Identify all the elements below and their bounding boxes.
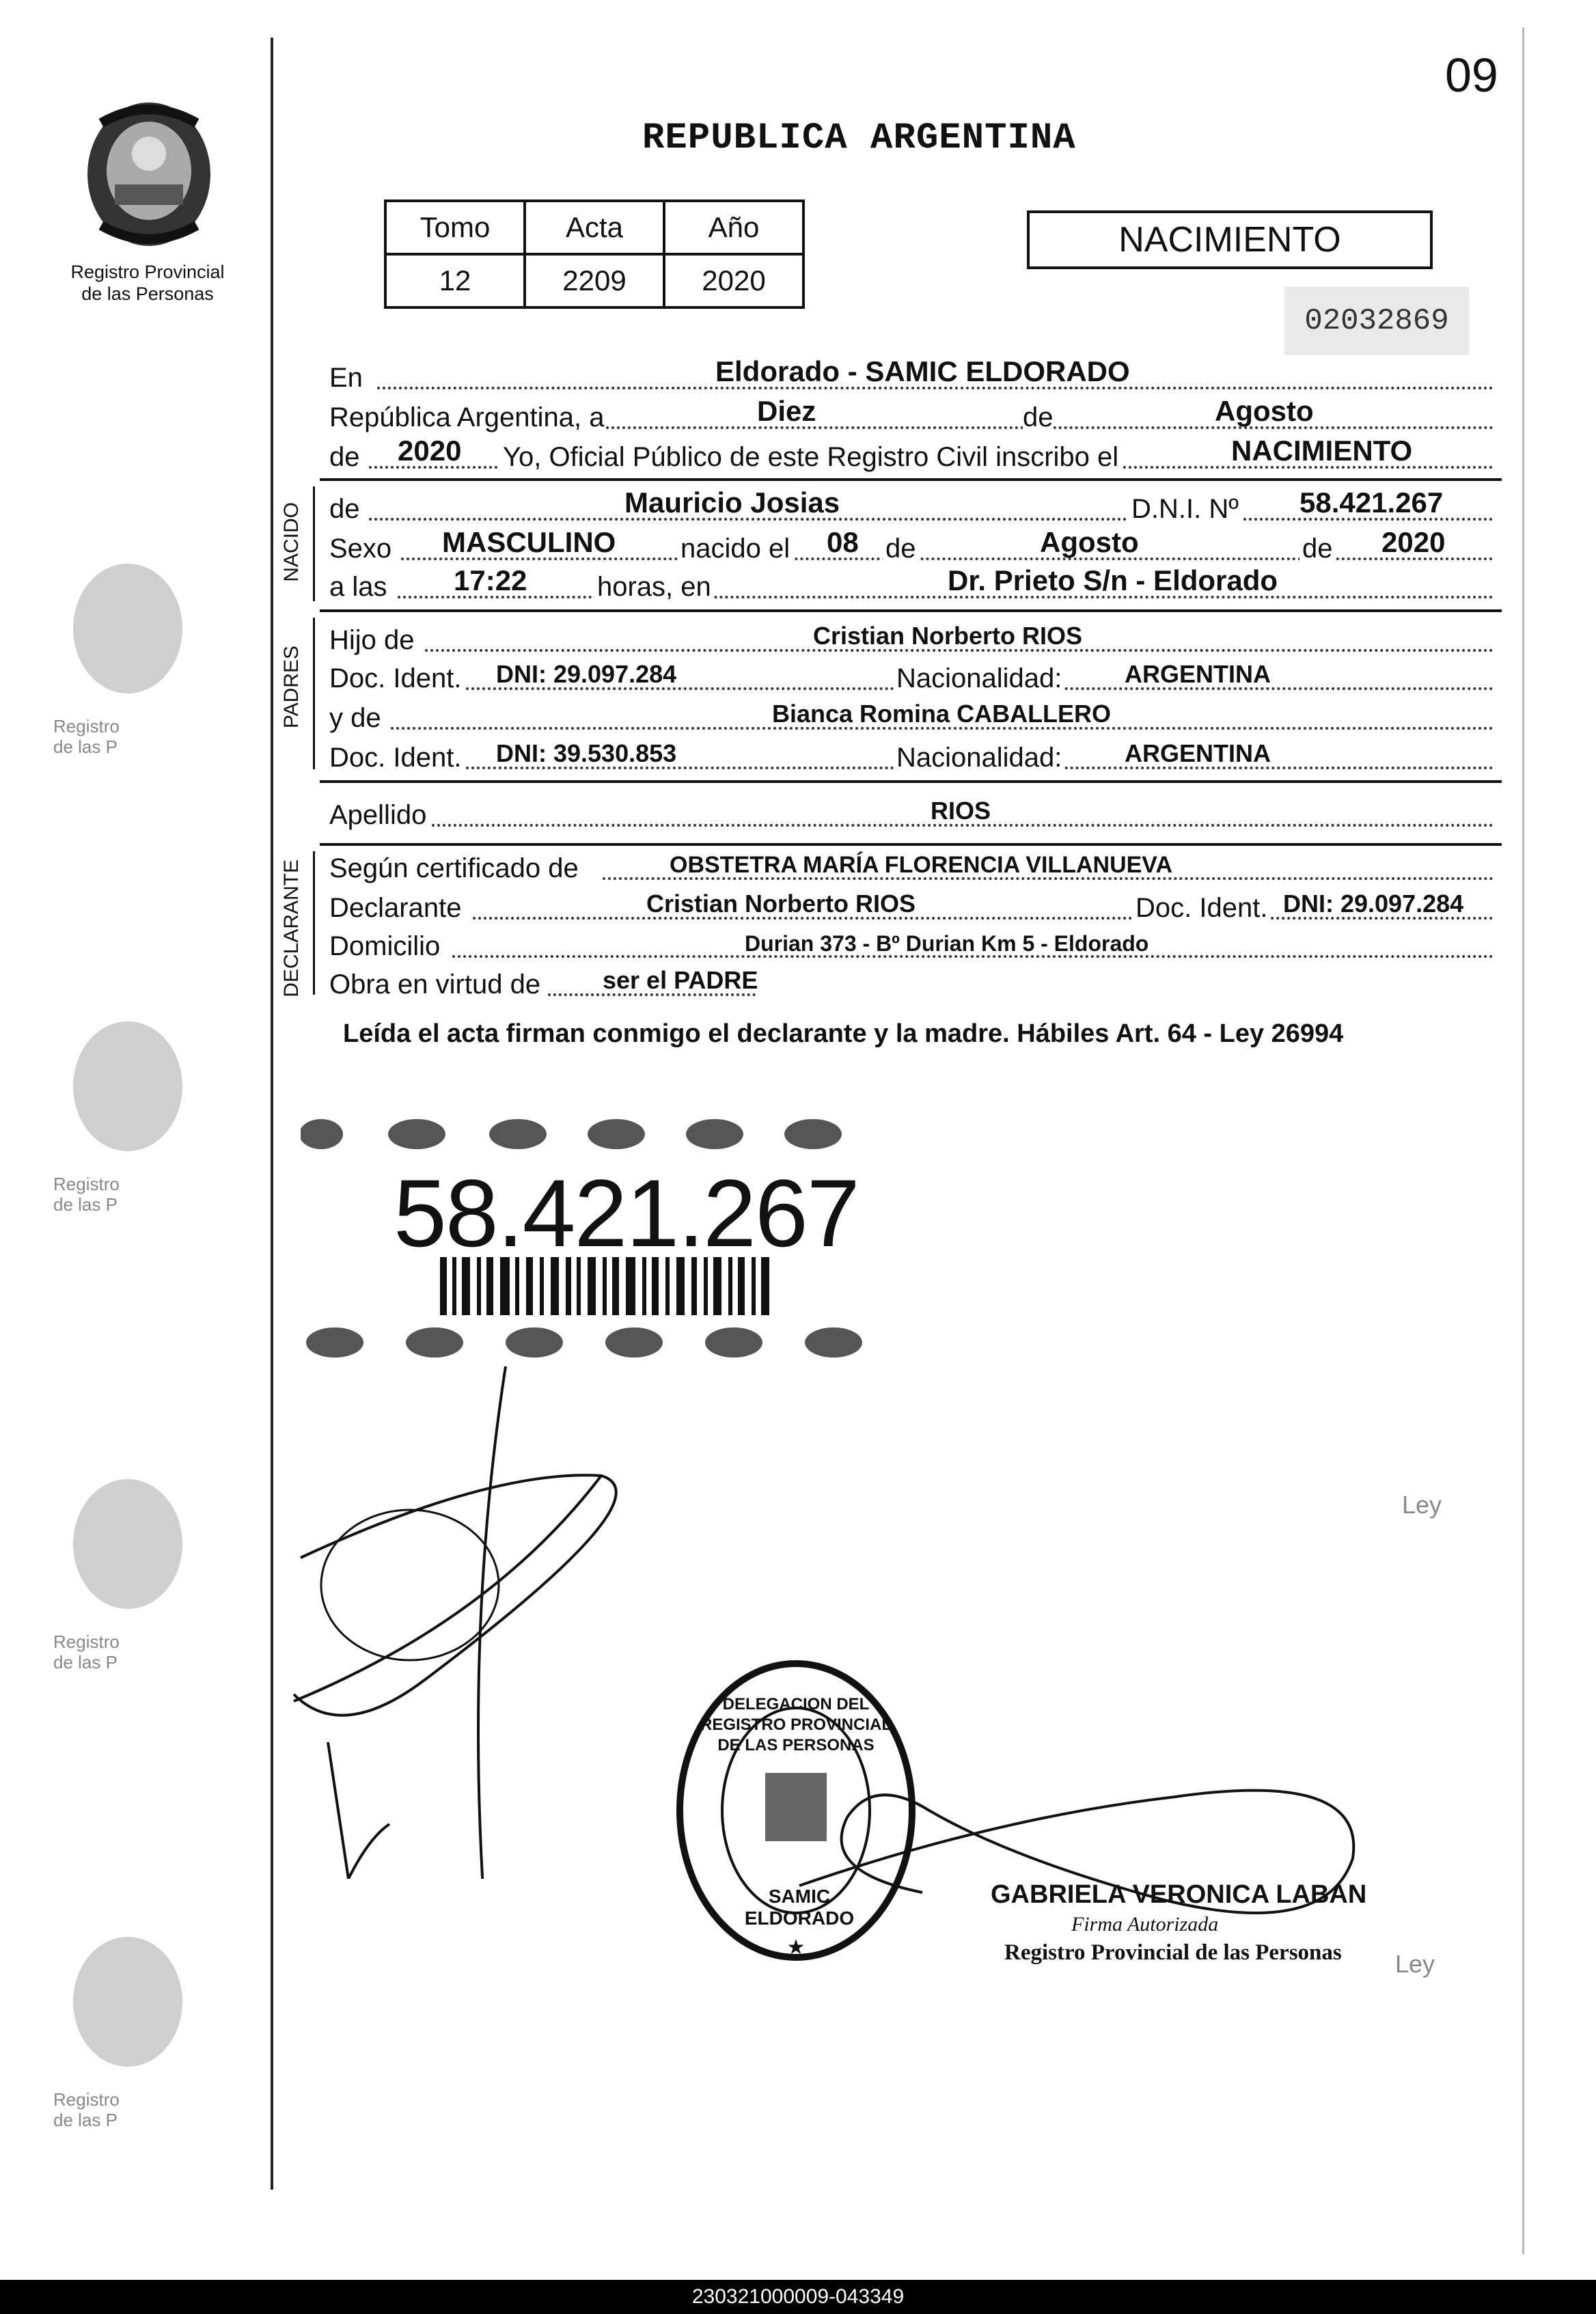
row-republica: República Argentina, a Diez de Agosto bbox=[329, 395, 1494, 436]
right-edge-line bbox=[1522, 27, 1524, 2255]
row-father-doc: Doc. Ident. DNI: 29.097.284 Nacionalidad: ARGENTINA bbox=[329, 656, 1494, 697]
year-value: 2020 bbox=[398, 435, 462, 467]
father-doc-value: DNI: 29.097.284 bbox=[496, 660, 677, 688]
page-number: 09 bbox=[1445, 49, 1498, 102]
section-divider-1 bbox=[320, 478, 1502, 481]
stamp-star-icon: ★ bbox=[786, 1936, 806, 1959]
record-table bbox=[384, 199, 805, 309]
declarant-signature bbox=[287, 1360, 697, 1879]
birth-day-value: 08 bbox=[827, 526, 859, 558]
table-value-tomo: 12 bbox=[385, 254, 525, 307]
mother-name-value: Bianca Romina CABALLERO bbox=[772, 700, 1112, 728]
section-label-padres: PADRES bbox=[280, 646, 303, 729]
birth-place-value: Dr. Prieto S/n - Eldorado bbox=[948, 564, 1278, 596]
row-statement: de 2020 Yo, Oficial Público de este Registro Civil inscribo el NACIMIENTO bbox=[329, 435, 1494, 476]
capacity-value: ser el PADRE bbox=[603, 966, 758, 994]
certificate-value: OBSTETRA MARÍA FLORENCIA VILLANUEVA bbox=[670, 852, 1173, 878]
declarant-value: Cristian Norberto RIOS bbox=[646, 890, 916, 918]
place-value: Eldorado - SAMIC ELDORADO bbox=[715, 355, 1130, 387]
father-name-value: Cristian Norberto RIOS bbox=[813, 622, 1083, 650]
birth-year-value: 2020 bbox=[1381, 526, 1446, 558]
ghost-caption-3: Registro de las P bbox=[53, 1631, 120, 1672]
official-office: Registro Provincial de las Personas bbox=[1004, 1940, 1342, 1965]
ghost-emblem-2 bbox=[63, 1011, 193, 1161]
left-margin-line bbox=[271, 38, 273, 2190]
ghost-ley-1: Ley bbox=[1402, 1491, 1442, 1519]
record-type-box: NACIMIENTO bbox=[1027, 210, 1433, 269]
ghost-ley-2: Ley bbox=[1395, 1950, 1435, 1978]
row-domicilio: Domicilio Durian 373 - Bº Durian Km 5 - Eldorado bbox=[329, 924, 1494, 965]
sticker-dni-number: 58.421.267 bbox=[394, 1159, 859, 1267]
misiones-emblem bbox=[74, 89, 224, 260]
row-hijo: Hijo de Cristian Norberto RIOS bbox=[329, 618, 1494, 659]
ghost-caption-1: Registro de las P bbox=[53, 716, 120, 757]
row-en: En Eldorado - SAMIC ELDORADO bbox=[329, 355, 1494, 396]
row-name: de Mauricio Josias D.N.I. Nº 58.421.267 bbox=[329, 486, 1494, 527]
table-header-anio: Año bbox=[664, 201, 803, 254]
row-mother-doc: Doc. Ident. DNI: 39.530.853 Nacionalidad: ARGENTINA bbox=[329, 735, 1494, 776]
birth-month-value: Agosto bbox=[1040, 526, 1139, 558]
section-divider-2 bbox=[320, 609, 1502, 612]
table-header-tomo: Tomo bbox=[385, 201, 525, 254]
declarant-doc-value: DNI: 29.097.284 bbox=[1283, 890, 1464, 918]
ghost-caption-2: Registro de las P bbox=[53, 1174, 120, 1215]
emblem-caption bbox=[59, 261, 236, 305]
section-label-declarante: DECLARANTE bbox=[280, 859, 303, 997]
row-declarante: Declarante Cristian Norberto RIOS Doc. Ident. DNI: 29.097.284 bbox=[329, 885, 1494, 926]
row-obra: Obra en virtud de ser el PADRE bbox=[329, 966, 758, 1000]
mother-nationality-value: ARGENTINA bbox=[1125, 739, 1271, 767]
act-value: NACIMIENTO bbox=[1231, 435, 1413, 467]
mother-doc-value: DNI: 39.530.853 bbox=[496, 739, 677, 767]
emblem-caption-line-1: Registro Provincial bbox=[70, 262, 225, 282]
child-name-value: Mauricio Josias bbox=[624, 486, 840, 519]
sex-value: MASCULINO bbox=[442, 526, 616, 558]
document-title: REPUBLICA ARGENTINA bbox=[642, 118, 1076, 159]
closing-note: Leída el acta firman conmigo el declarante y la madre. Hábiles Art. 64 - Ley 26994 bbox=[343, 1019, 1344, 1048]
father-nationality-value: ARGENTINA bbox=[1125, 660, 1271, 688]
address-value: Durian 373 - Bº Durian Km 5 - Eldorado bbox=[745, 931, 1149, 956]
day-value: Diez bbox=[757, 395, 816, 427]
row-apellido: Apellido RIOS bbox=[329, 793, 1494, 834]
row-yde: y de Bianca Romina CABALLERO bbox=[329, 695, 1494, 736]
footer-id: 230321000009-043349 bbox=[0, 2280, 1596, 2314]
surname-value: RIOS bbox=[931, 797, 991, 825]
section-divider-3 bbox=[320, 780, 1502, 783]
stamp-outer-text: DELEGACION DEL REGISTRO PROVINCIAL DE LAS PERSONAS bbox=[700, 1695, 892, 1754]
official-name: GABRIELA VERONICA LABAN bbox=[991, 1880, 1367, 1909]
ghost-caption-4: Registro de las P bbox=[53, 2089, 120, 2130]
child-dni-value: 58.421.267 bbox=[1299, 486, 1444, 519]
ghost-emblem-3 bbox=[63, 1469, 193, 1619]
ghost-emblem-1 bbox=[63, 553, 193, 704]
table-value-anio: 2020 bbox=[664, 254, 803, 307]
official-role: Firma Autorizada bbox=[1071, 1913, 1219, 1936]
row-certificado: Según certificado de OBSTETRA MARÍA FLORENCIA VILLANUEVA bbox=[329, 846, 1494, 887]
ghost-emblem-4 bbox=[63, 1927, 193, 2077]
serial-number: 02032869 bbox=[1284, 287, 1469, 355]
table-header-acta: Acta bbox=[525, 201, 664, 254]
birth-time-value: 17:22 bbox=[454, 564, 527, 596]
month-value: Agosto bbox=[1215, 395, 1314, 427]
section-label-nacido: NACIDO bbox=[280, 502, 303, 582]
row-sexo: Sexo MASCULINO nacido el 08 de Agosto de 2020 bbox=[329, 526, 1494, 567]
emblem-caption-line-2: de las Personas bbox=[81, 284, 214, 304]
row-hora: a las 17:22 horas, en Dr. Prieto S/n - Eldorado bbox=[329, 564, 1494, 605]
stamp-inner-text: SAMIC ELDORADO bbox=[744, 1886, 855, 1929]
table-value-acta: 2209 bbox=[525, 254, 664, 307]
